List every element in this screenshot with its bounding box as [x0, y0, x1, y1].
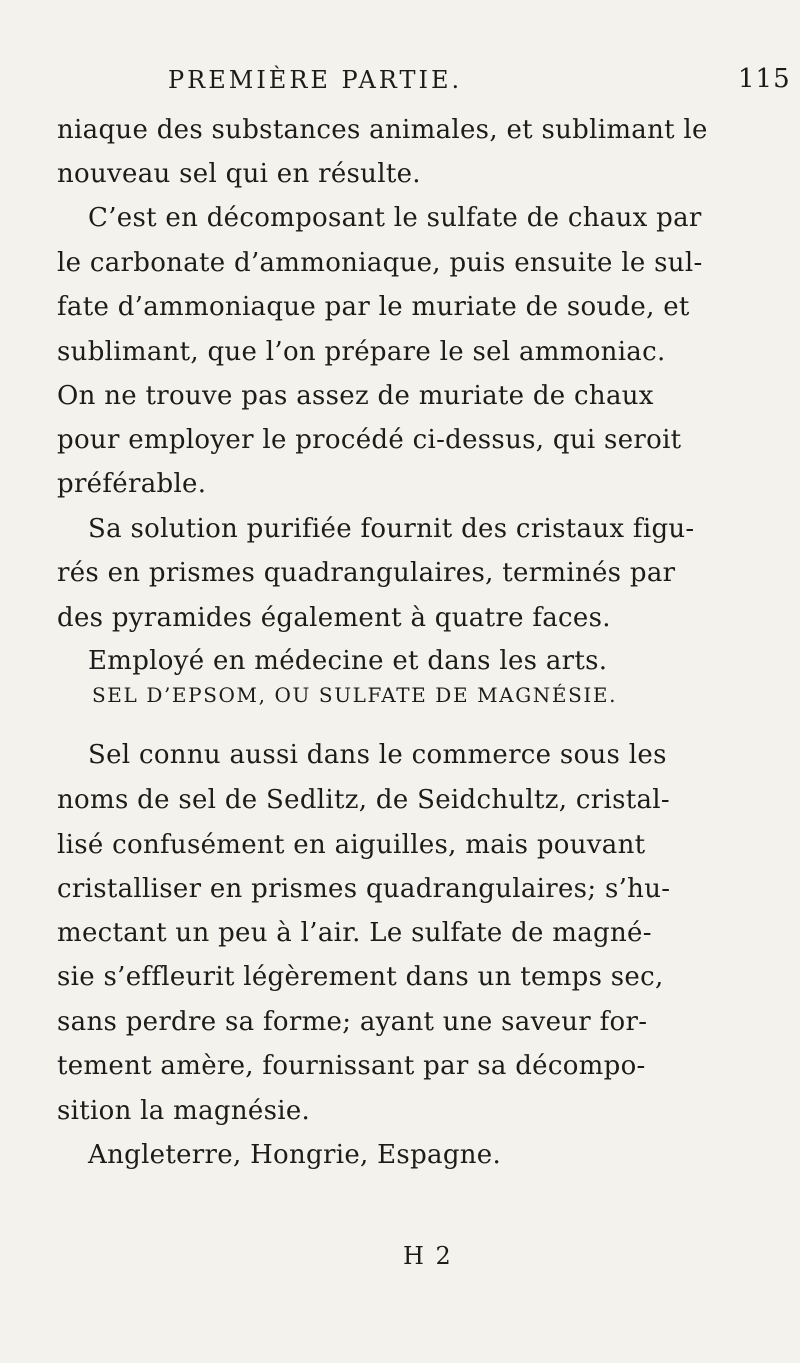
text-line: Sel connu aussi dans le commerce sous les — [88, 740, 667, 770]
text-line: C’est en décomposant le sulfate de chaux par — [88, 203, 702, 233]
text-line: rés en prismes quadrangulaires, terminés par — [57, 558, 676, 588]
text-line: mectant un peu à l’air. Le sulfate de magné- — [57, 918, 652, 948]
text-line: niaque des substances animales, et sublimant le — [57, 115, 708, 145]
text-line: Employé en médecine et dans les arts. — [88, 646, 608, 676]
text-line: le carbonate d’ammoniaque, puis ensuite le sul- — [57, 248, 703, 278]
text-line: des pyramides également à quatre faces. — [57, 603, 611, 633]
text-line: sie s’effleurit légèrement dans un temps sec, — [57, 962, 664, 992]
text-line: lisé confusément en aiguilles, mais pouvant — [57, 830, 646, 860]
text-line: sans perdre sa forme; ayant une saveur for- — [57, 1007, 648, 1037]
text-line: sublimant, que l’on prépare le sel ammoniac. — [57, 337, 666, 367]
text-line: nouveau sel qui en résulte. — [57, 159, 421, 189]
text-line: On ne trouve pas assez de muriate de chaux — [57, 381, 654, 411]
text-line: noms de sel de Sedlitz, de Seidchultz, cristal- — [57, 785, 671, 815]
text-line: sition la magnésie. — [57, 1096, 311, 1126]
text-line: pour employer le procédé ci-dessus, qui seroit — [57, 425, 682, 455]
text-line: Sa solution purifiée fournit des cristaux figu- — [88, 514, 695, 544]
page-number: 115 — [738, 64, 791, 94]
text-line: Angleterre, Hongrie, Espagne. — [88, 1140, 502, 1170]
section-heading: SEL D’EPSOM, OU SULFATE DE MAGNÉSIE. — [92, 683, 618, 707]
running-head: PREMIÈRE PARTIE. — [168, 66, 463, 94]
text-line: préférable. — [57, 469, 207, 499]
text-line: fate d’ammoniaque par le muriate de soude, et — [57, 292, 690, 322]
printer-signature: H 2 — [403, 1242, 453, 1270]
text-line: tement amère, fournissant par sa décompo- — [57, 1051, 646, 1081]
text-line: cristalliser en prismes quadrangulaires; s’hu- — [57, 874, 671, 904]
